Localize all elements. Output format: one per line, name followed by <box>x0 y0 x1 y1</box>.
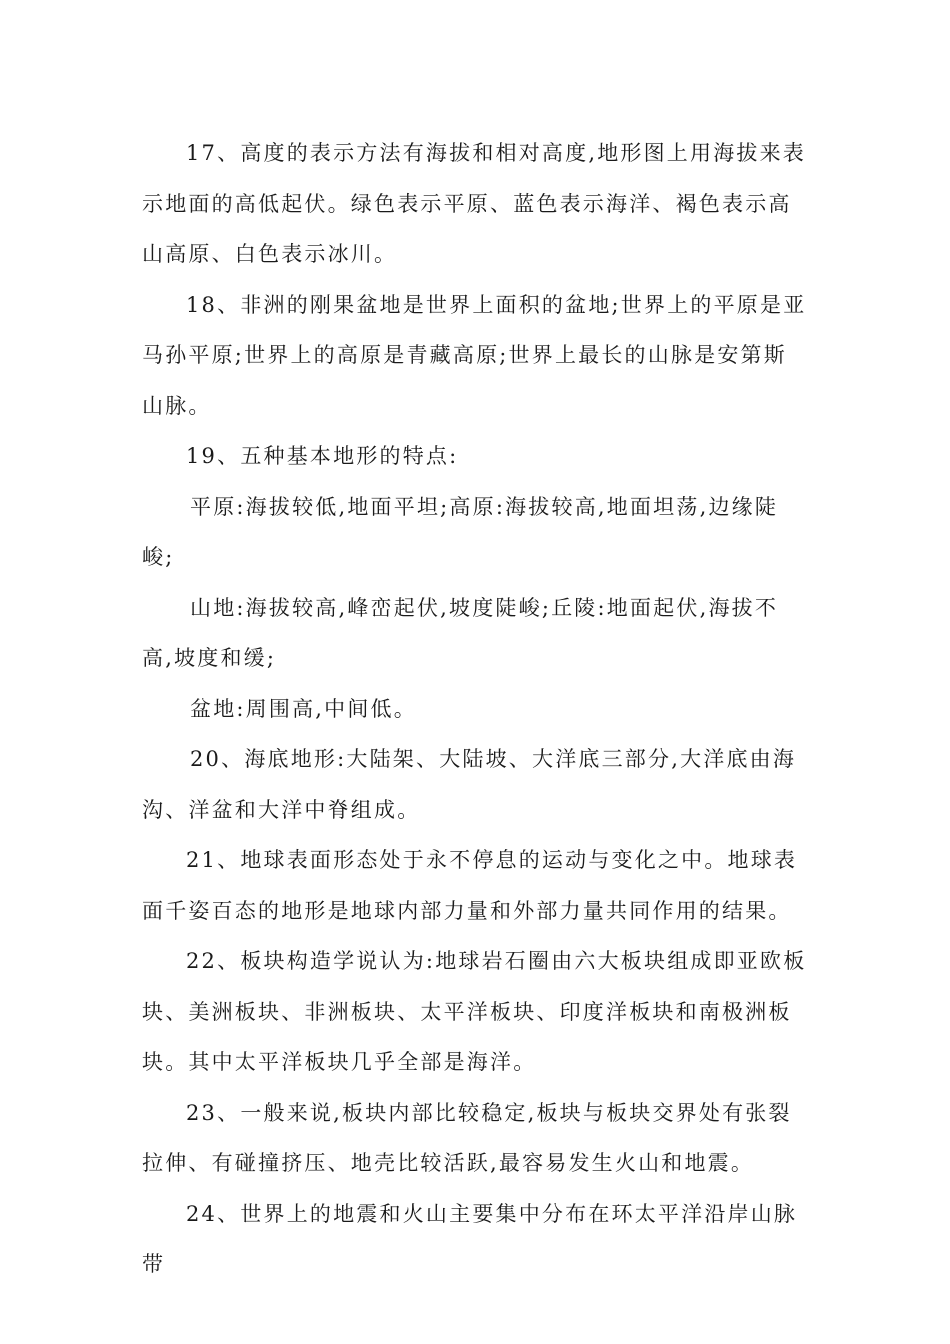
paragraph-mountain-hill: 山地:海拔较高,峰峦起伏,坡度陡峻;丘陵:地面起伏,海拔不高,坡度和缓; <box>142 595 779 670</box>
paragraph-plain-plateau: 平原:海拔较低,地面平坦;高原:海拔较高,地面坦荡,边缘陡峻; <box>142 494 779 569</box>
document-body <box>142 128 810 1290</box>
paragraph-22: 22、板块构造学说认为:地球岩石圈由六大板块组成即亚欧板块、美洲板块、非洲板块、太平洋板块、印度洋板块和南极洲板块。其中太平洋板块几乎全部是海洋。 <box>142 949 807 1074</box>
paragraph-19: 19、五种基本地形的特点: <box>186 444 459 468</box>
paragraph-18: 18、非洲的刚果盆地是世界上面积的盆地;世界上的平原是亚马孙平原;世界上的高原是青藏高原;世界上最长的山脉是安第斯山脉。 <box>142 292 807 418</box>
paragraph-23: 23、一般来说,板块内部比较稳定,板块与板块交界处有张裂拉伸、有碰撞挤压、地壳比较活跃,最容易发生火山和地震。 <box>142 1100 792 1175</box>
paragraph-17: 17、高度的表示方法有海拔和相对高度,地形图上用海拔来表示地面的高低起伏。绿色表示平原、蓝色表示海洋、褐色表示高山高原、白色表示冰川。 <box>142 141 806 266</box>
paragraph-20: 20、海底地形:大陆架、大陆坡、大洋底三部分,大洋底由海沟、洋盆和大洋中脊组成。 <box>142 747 797 822</box>
paragraph-basin: 盆地:周围高,中间低。 <box>190 696 417 721</box>
paragraph-24: 24、世界上的地震和火山主要集中分布在环太平洋沿岸山脉带 <box>142 1201 798 1276</box>
paragraph-21: 21、地球表面形态处于永不停息的运动与变化之中。地球表面千姿百态的地形是地球内部力量和外部力量共同作用的结果。 <box>142 848 798 923</box>
